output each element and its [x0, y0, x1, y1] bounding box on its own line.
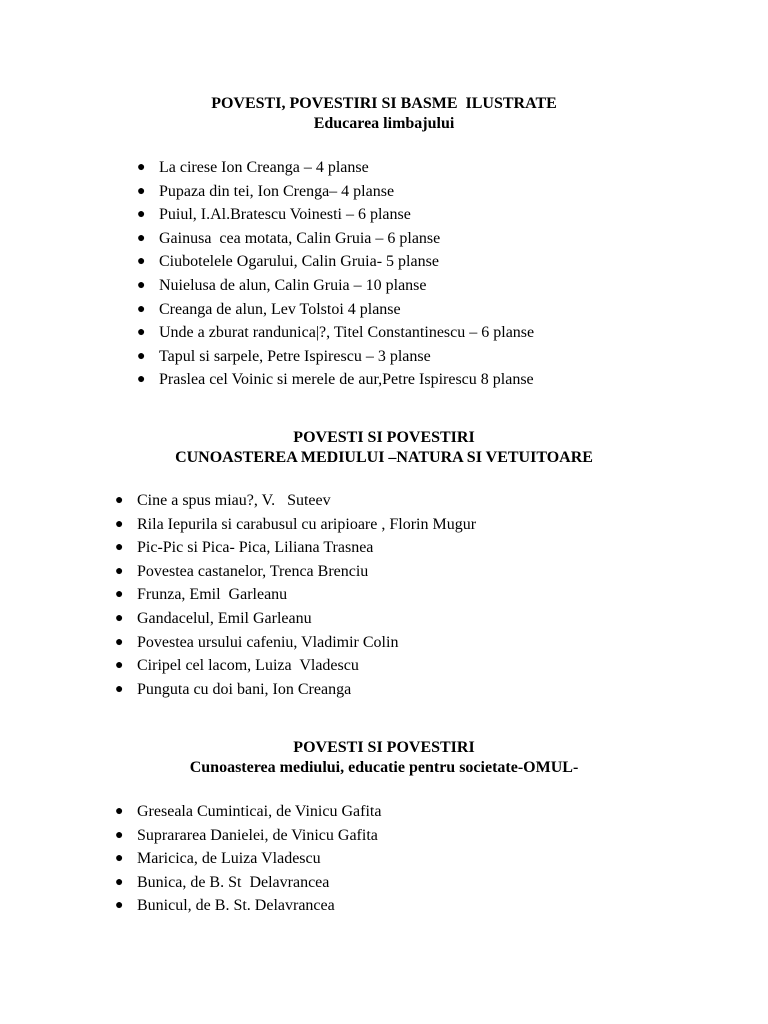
list-item-text: Punguta cu doi bani, Ion Creanga — [137, 680, 352, 698]
bullet-icon: ● — [137, 183, 146, 199]
list-item — [137, 227, 534, 251]
bullet-icon: ● — [115, 827, 124, 843]
list-item-text: Nuielusa de alun, Calin Gruia – 10 planse — [159, 276, 427, 294]
bullet-icon: ● — [137, 207, 146, 223]
list-item-text: Cine a spus miau?, V. Suteev — [137, 492, 331, 509]
list-item — [115, 560, 476, 584]
section-1-title: POVESTI, POVESTIRI SI BASME ILUSTRATE — [211, 95, 557, 112]
list-item — [115, 489, 476, 513]
list-item-text: Unde a zburat randunica|?, Titel Constantinescu – 6 planse — [159, 324, 535, 342]
list-item — [115, 847, 381, 871]
list-item — [115, 678, 476, 702]
list-item-text: Pic-Pic si Pica- Pica, Liliana Trasnea — [137, 539, 374, 557]
section-3 — [0, 738, 768, 778]
list-item-text: Frunza, Emil Garleanu — [137, 586, 288, 604]
list-item — [137, 345, 534, 369]
section-3-subtitle: Cunoasterea mediului, educatie pentru societate-OMUL- — [189, 759, 579, 776]
section-1-list — [137, 156, 535, 392]
bullet-icon: ● — [115, 587, 124, 603]
section-2 — [0, 428, 768, 468]
list-item — [115, 607, 476, 631]
list-item — [115, 631, 476, 655]
bullet-icon: ● — [137, 301, 146, 317]
bullet-icon: ● — [115, 898, 124, 914]
list-item-text: Pupaza din tei, Ion Crenga– 4 planse — [159, 182, 395, 200]
bullet-icon: ● — [115, 563, 124, 579]
list-item — [115, 824, 381, 848]
list-item — [115, 871, 381, 895]
bullet-icon: ● — [137, 325, 146, 341]
bullet-icon: ● — [115, 804, 124, 819]
list-item-text: Povestea castanelor, Trenca Brenciu — [137, 562, 369, 580]
list-item — [137, 298, 534, 322]
list-item — [137, 368, 534, 392]
bullet-icon: ● — [115, 658, 124, 674]
section-2-list — [115, 489, 477, 701]
list-item — [137, 156, 534, 180]
list-item-text: La cirese Ion Creanga – 4 planse — [159, 159, 369, 176]
list-item-text: Ciubotelele Ogarului, Calin Gruia- 5 planse — [159, 253, 439, 271]
list-item-text: Bunica, de B. St Delavrancea — [137, 873, 330, 891]
list-item-text: Gainusa cea motata, Calin Gruia – 6 planse — [159, 229, 441, 247]
bullet-icon: ● — [137, 277, 146, 293]
list-item — [137, 274, 534, 298]
list-item — [115, 654, 476, 678]
list-item-text: Povestea ursului cafeniu, Vladimir Colin — [137, 633, 399, 651]
list-item — [115, 513, 477, 537]
list-item — [115, 894, 381, 918]
section-1-subtitle: Educarea limbajului — [313, 115, 455, 132]
bullet-icon: ● — [115, 681, 124, 697]
section-2-title: POVESTI SI POVESTIRI — [293, 429, 475, 446]
list-item-text: Praslea cel Voinic si merele de aur,Petre Ispirescu 8 planse — [159, 371, 534, 389]
list-item-text: Ciripel cel lacom, Luiza Vladescu — [137, 657, 359, 675]
bullet-icon: ● — [115, 634, 124, 650]
bullet-icon: ● — [137, 160, 146, 175]
bullet-icon: ● — [115, 493, 124, 508]
list-item-text: Greseala Cuminticai, de Vinicu Gafita — [137, 803, 382, 820]
bullet-icon: ● — [115, 610, 124, 626]
list-item-text: Creanga de alun, Lev Tolstoi 4 planse — [159, 300, 401, 318]
bullet-icon: ● — [137, 230, 146, 246]
list-item-text: Tapul si sarpele, Petre Ispirescu – 3 planse — [159, 347, 431, 365]
list-item — [137, 250, 534, 274]
bullet-icon: ● — [137, 348, 146, 364]
list-item-text: Rila Iepurila si carabusul cu aripioare , Florin Mugur — [137, 515, 477, 533]
list-item-text: Puiul, I.Al.Bratescu Voinesti – 6 planse — [159, 206, 411, 224]
section-3-title: POVESTI SI POVESTIRI — [293, 739, 475, 756]
bullet-icon: ● — [115, 851, 124, 867]
bullet-icon: ● — [115, 516, 124, 532]
bullet-icon: ● — [137, 372, 146, 388]
list-item — [137, 203, 534, 227]
section-3-list — [115, 800, 382, 918]
list-item-text: Gandacelul, Emil Garleanu — [137, 609, 312, 627]
section-1 — [0, 94, 768, 134]
bullet-icon: ● — [137, 254, 146, 270]
section-2-subtitle: CUNOASTEREA MEDIULUI –NATURA SI VETUITOARE — [175, 449, 593, 466]
list-item — [115, 800, 382, 824]
bullet-icon: ● — [115, 540, 124, 556]
list-item — [137, 321, 535, 345]
list-item-text: Maricica, de Luiza Vladescu — [137, 850, 321, 868]
list-item-text: Bunicul, de B. St. Delavrancea — [137, 897, 335, 915]
list-item-text: Suprararea Danielei, de Vinicu Gafita — [137, 826, 378, 844]
list-item — [115, 536, 476, 560]
bullet-icon: ● — [115, 874, 124, 890]
list-item — [115, 583, 476, 607]
list-item — [137, 180, 534, 204]
